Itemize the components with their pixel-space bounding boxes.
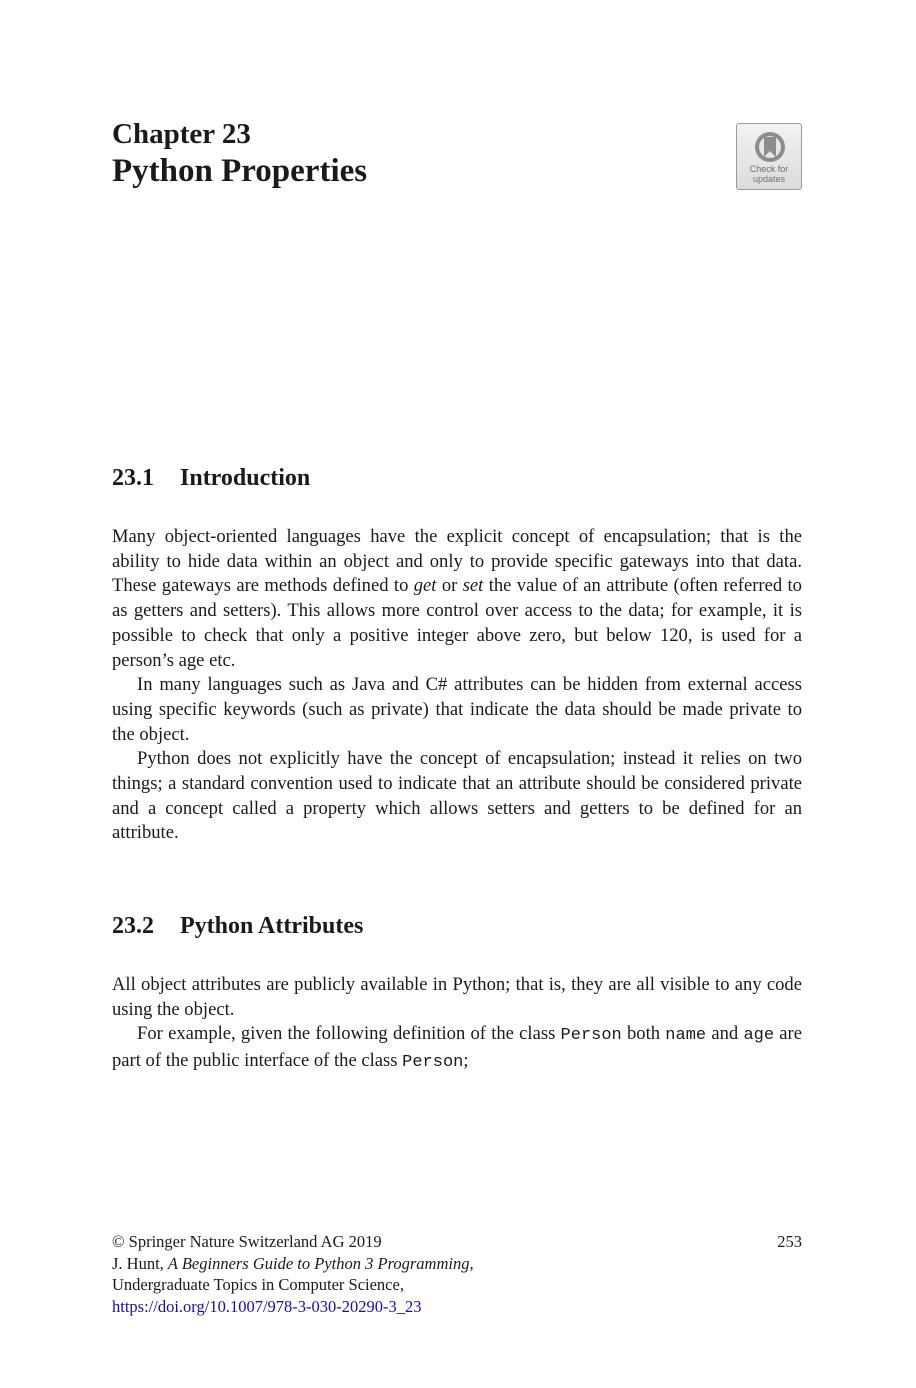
paragraph: All object attributes are publicly available in Python; that is, they are all visible to any code using the object. [112, 974, 802, 1020]
doi-link[interactable]: https://doi.org/10.1007/978-3-030-20290-3_23 [112, 1296, 422, 1316]
section-number: 23.1 [112, 465, 154, 491]
copyright-line: © Springer Nature Switzerland AG 2019 [112, 1232, 382, 1251]
page-number: 253 [777, 1232, 802, 1251]
badge-line-1: Check for [749, 164, 789, 174]
inline-code: Person [402, 1053, 464, 1073]
paragraph: For example, given the following definition of the class Person both name and age are part of the public interface of the class Person; [112, 1023, 802, 1073]
chapter-label: Chapter 23 [112, 118, 251, 150]
chapter-title: Python Properties [112, 153, 368, 189]
section-heading-introduction [112, 463, 310, 493]
section-title: Python Attributes [180, 913, 364, 939]
introduction-body [112, 525, 802, 846]
badge-line-2: updates [752, 174, 786, 184]
section-title: Introduction [180, 465, 311, 491]
inline-code: age [743, 1026, 775, 1046]
series-line: Undergraduate Topics in Computer Science, [112, 1275, 404, 1294]
paragraph: Python does not explicitly have the concept of encapsulation; instead it relies on two things; a standard convention used to indicate that an attribute should be considered private and a concept called a property which allows setters and getters to be defined for an attribute. [112, 748, 802, 844]
inline-code: Person [560, 1026, 622, 1046]
citation-line: J. Hunt, A Beginners Guide to Python 3 Programming, [112, 1253, 474, 1273]
section-heading-python-attributes [112, 911, 363, 941]
paragraph: Many object-oriented languages have the explicit concept of encapsulation; that is the ability to hide data within an object and only to provide specific gateways into that data. These gateways are methods defined to get or set the value of an attribute (often referred to as getters and setters). This allows more control over access to the data; for example, it is possible to check that only a positive integer above zero, but below 120, is used for a person’s age etc. [112, 526, 802, 671]
check-for-updates-badge[interactable] [736, 123, 802, 190]
paragraph: In many languages such as Java and C# attributes can be hidden from external access using specific keywords (such as private) that indicate the data should be made private to the object. [112, 674, 802, 745]
section-number: 23.2 [112, 913, 154, 939]
page-footer [112, 1231, 802, 1317]
inline-code: name [665, 1026, 707, 1046]
python-attributes-body [112, 973, 802, 1076]
badge-text [737, 164, 801, 184]
bookmark-check-icon [753, 130, 787, 164]
book-title: A Beginners Guide to Python 3 Programming [167, 1253, 470, 1273]
